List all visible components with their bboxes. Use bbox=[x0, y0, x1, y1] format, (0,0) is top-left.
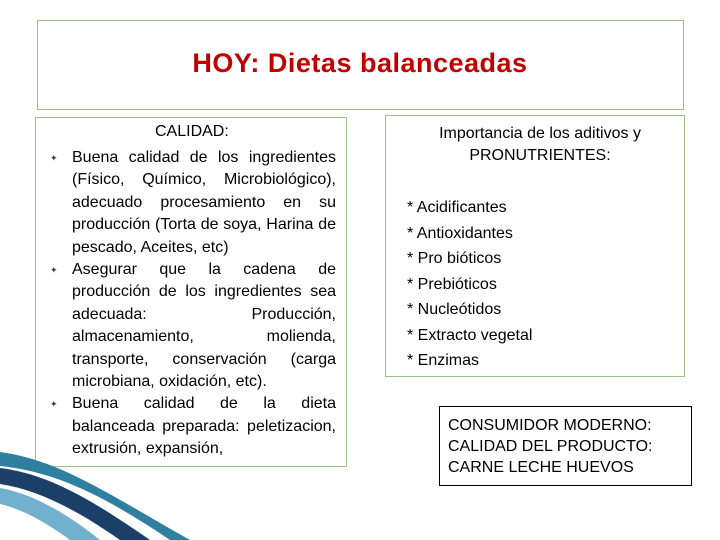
list-item bbox=[50, 259, 336, 393]
list-item: * Nucleótidos bbox=[407, 301, 502, 318]
list-item-text: Asegurar que la cadena de producción de los ingredientes sea adecuada: Producción, almacenamiento, molienda, transporte, conservación (carga microbiana, oxidación, etc). bbox=[72, 261, 336, 391]
additives-list bbox=[407, 195, 532, 374]
list-item: * Enzimas bbox=[407, 352, 480, 369]
list-item: * Extracto vegetal bbox=[407, 326, 533, 344]
slide-title: HOY: Dietas balanceadas bbox=[192, 48, 528, 78]
bullet-icon: ✦ bbox=[50, 265, 58, 276]
quality-list bbox=[50, 147, 336, 461]
list-item: * Prebióticos bbox=[407, 275, 497, 293]
consumer-box bbox=[439, 406, 692, 486]
list-item-text: Buena calidad de la dieta balanceada preparada: peletizacion, extrusión, expansión, bbox=[72, 395, 336, 458]
additives-heading-line1: Importancia de los aditivos y bbox=[439, 125, 641, 142]
bullet-icon: ✦ bbox=[50, 153, 58, 163]
list-item: * Acidificantes bbox=[407, 199, 507, 216]
consumer-line2: CALIDAD DEL PRODUCTO: bbox=[448, 438, 653, 455]
bullet-icon: ✦ bbox=[50, 399, 58, 410]
list-item: * Pro bióticos bbox=[407, 250, 502, 267]
list-item: * Antioxidantes bbox=[407, 224, 513, 242]
decorative-swoosh bbox=[0, 440, 200, 540]
swoosh-teal bbox=[0, 452, 190, 540]
list-item-text: Buena calidad de los ingredientes (Físico, Químico, Microbiológico), adecuado procesamiento en su producción (Torta de soya, Harina de pescado, Aceites, etc) bbox=[72, 149, 336, 256]
additives-heading-line2: PRONUTRIENTES: bbox=[469, 147, 611, 164]
additives-heading bbox=[395, 123, 685, 167]
consumer-line1: CONSUMIDOR MODERNO: bbox=[448, 417, 652, 434]
list-item bbox=[50, 147, 336, 259]
consumer-line3: CARNE LECHE HUEVOS bbox=[448, 459, 634, 476]
quality-heading: CALIDAD: bbox=[155, 123, 229, 140]
